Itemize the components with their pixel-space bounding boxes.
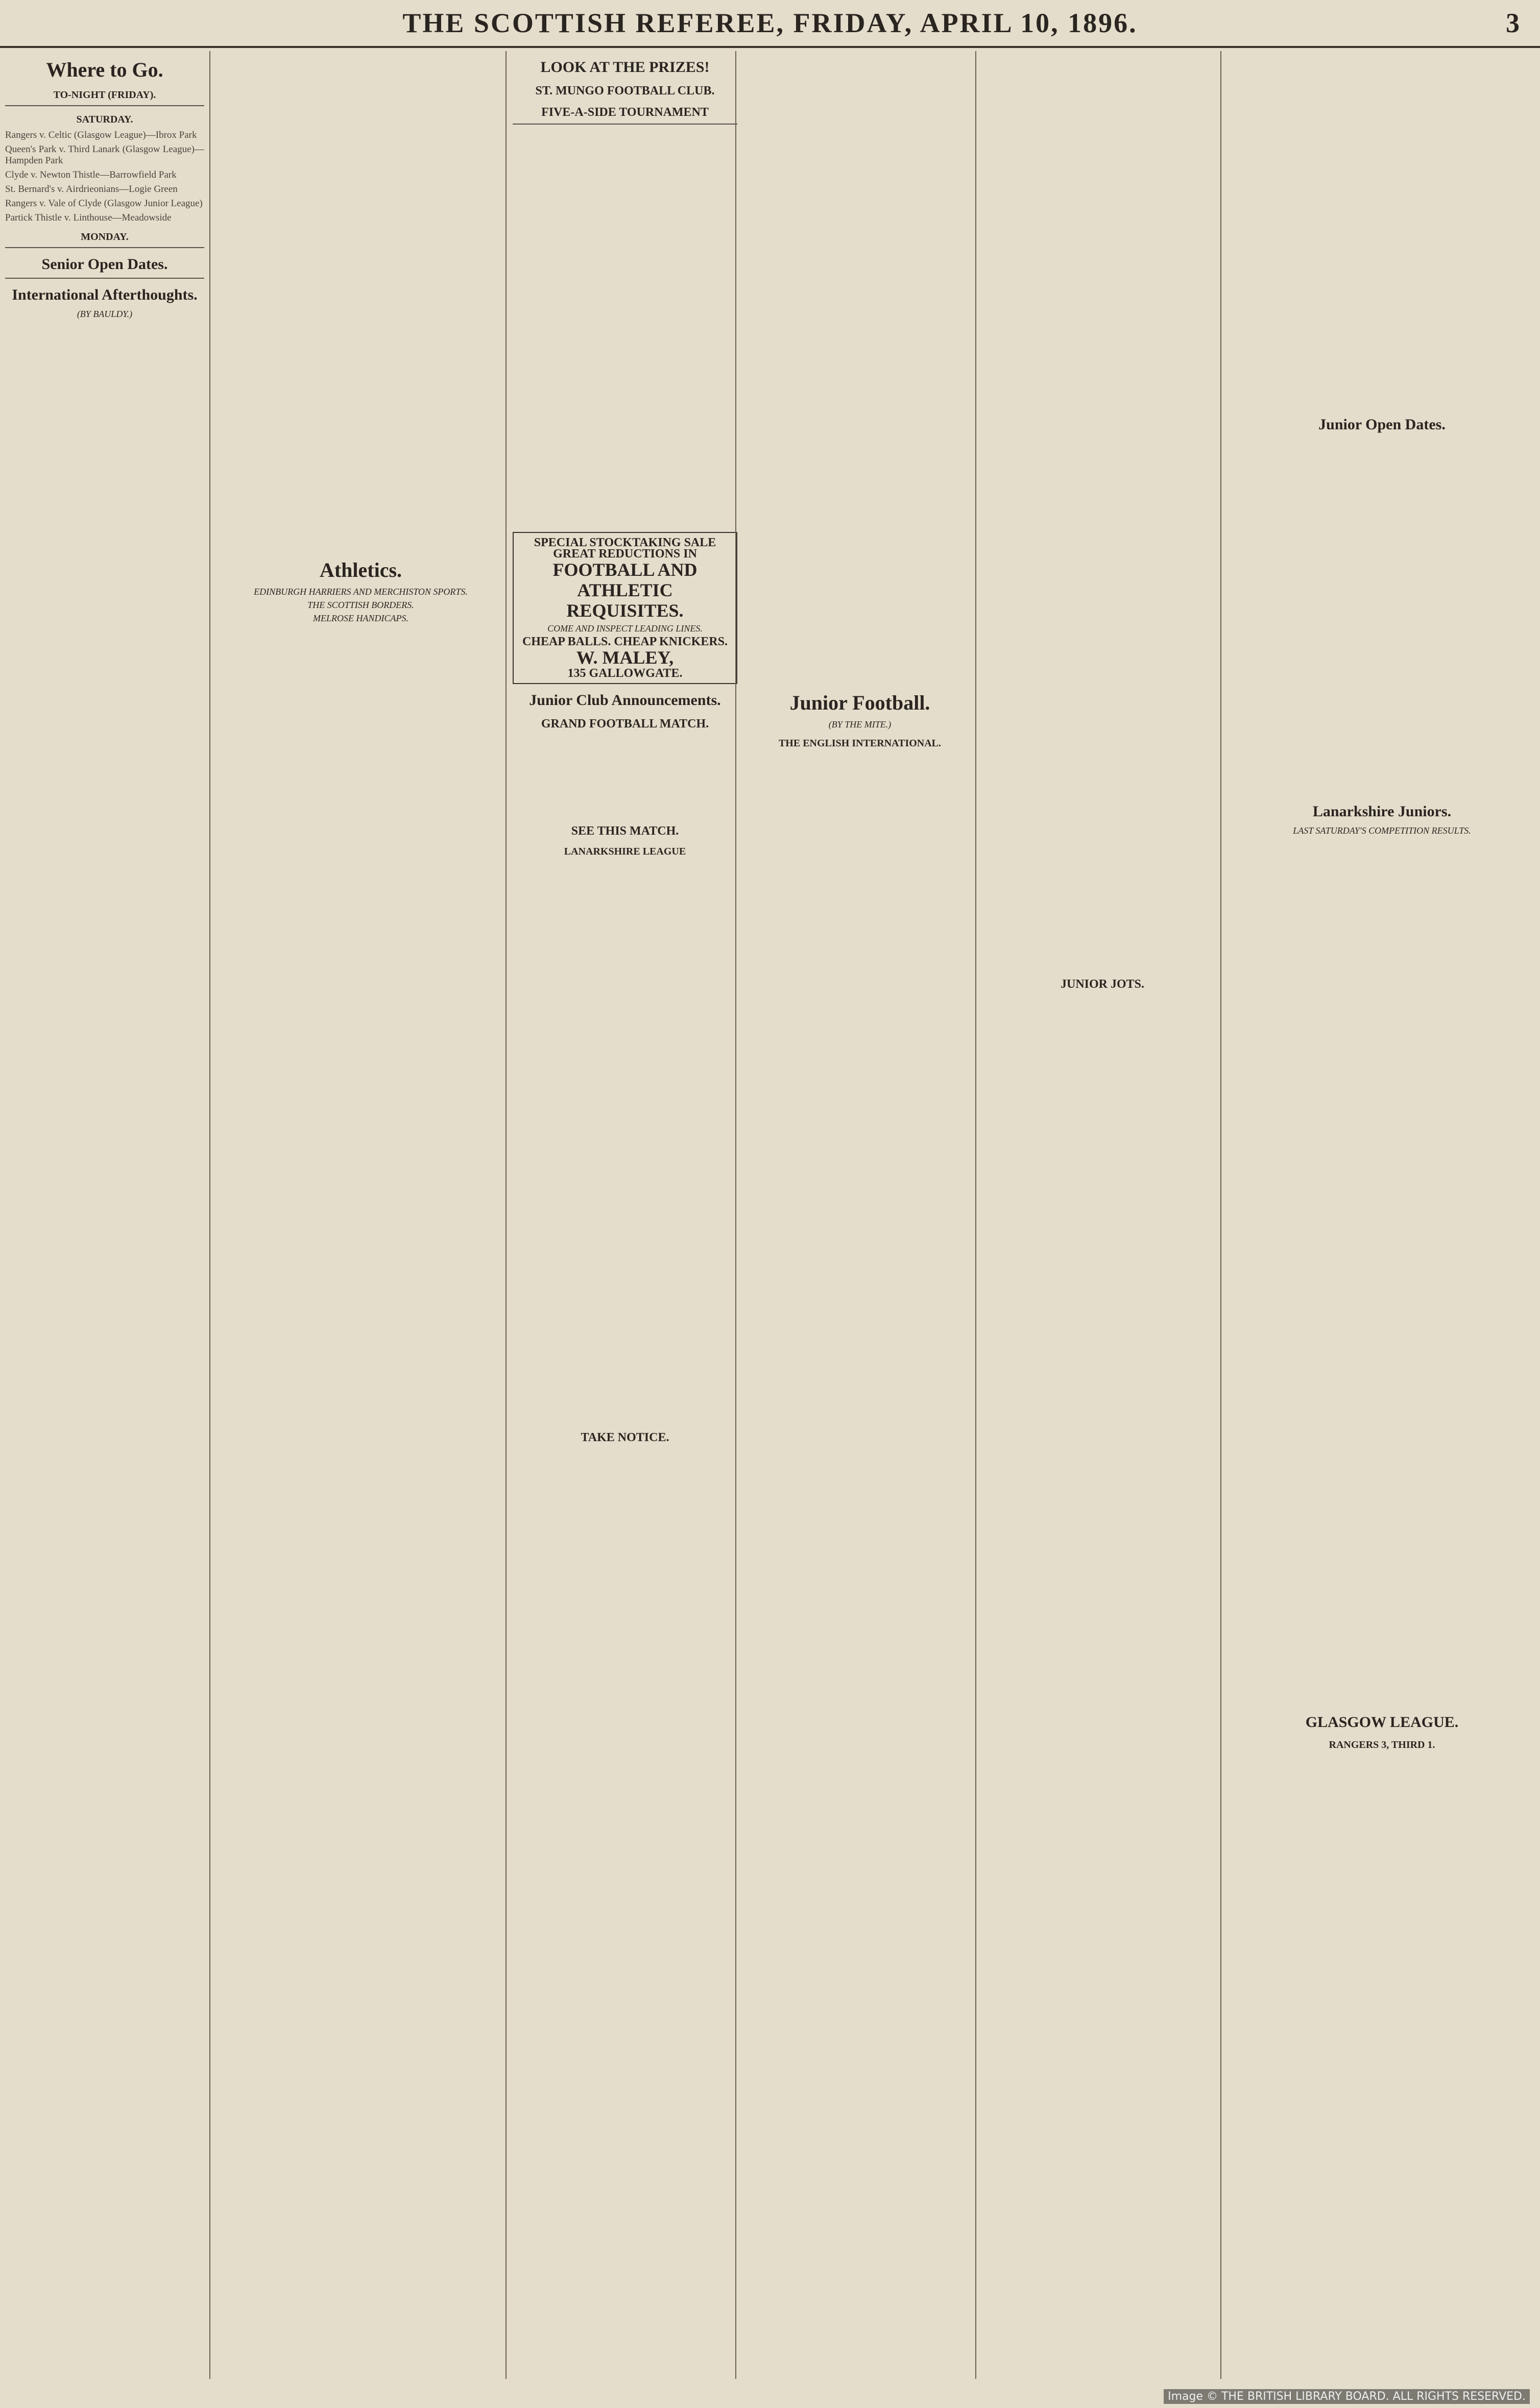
- grand-match-heading: GRAND FOOTBALL MATCH.: [541, 717, 709, 731]
- fixture-line: Rangers v. Celtic (Glasgow League)—Ibrox Park: [5, 130, 197, 140]
- column-6: [1220, 51, 1536, 2379]
- athletics-subheading: THE SCOTTISH BORDERS.: [307, 600, 414, 610]
- column-4: [735, 51, 977, 2379]
- monday-heading: MONDAY.: [81, 231, 129, 242]
- text-block: [1228, 838, 1536, 1706]
- divider: [5, 278, 204, 279]
- column-5: [975, 51, 1222, 2379]
- five-a-side-heading: FIVE-A-SIDE TOURNAMENT: [541, 106, 709, 119]
- text-block: [513, 735, 737, 817]
- athletics-subheading: EDINBURGH HARRIERS AND MERCHISTON SPORTS.: [254, 587, 468, 597]
- column-1: [5, 51, 204, 2379]
- fixture-line: Clyde v. Newton Thistle—Barrowfield Park: [5, 169, 177, 180]
- saturday-heading: SATURDAY.: [76, 114, 133, 125]
- inspect-line: COME AND INSPECT LEADING LINES.: [547, 623, 703, 634]
- masthead: [0, 0, 1540, 48]
- prizes-heading: LOOK AT THE PRIZES!: [540, 59, 710, 76]
- column-2: [209, 51, 505, 2379]
- athletics-heading: Athletics.: [319, 558, 402, 581]
- text-block: [982, 51, 1222, 970]
- columns: [0, 51, 1540, 2379]
- text-block: [1228, 438, 1536, 795]
- maley-address: 135 GALLOWGATE.: [567, 667, 683, 680]
- score-heading: RANGERS 3, THIRD 1.: [1329, 1739, 1435, 1750]
- junior-jots-heading: JUNIOR JOTS.: [1060, 978, 1145, 991]
- divider: [513, 124, 737, 125]
- column-3: [506, 51, 737, 2379]
- byline: (BY THE MITE.): [828, 719, 892, 729]
- tonight-heading: TO-NIGHT (FRIDAY).: [53, 89, 156, 101]
- fixture-line: Rangers v. Vale of Clyde (Glasgow Junior League): [5, 198, 203, 209]
- fixture-line: Partick Thistle v. Linthouse—Meadowside: [5, 212, 172, 223]
- fixture-line: Queen's Park v. Third Lanark (Glasgow League)—Hampden Park: [5, 144, 204, 166]
- glasgow-league-heading: GLASGOW LEAGUE.: [1305, 1714, 1459, 1731]
- take-notice-heading: TAKE NOTICE.: [581, 1431, 669, 1444]
- cheap-line: CHEAP BALLS. CHEAP KNICKERS.: [522, 635, 728, 648]
- athletics-subheading: MELROSE HANDICAPS.: [313, 613, 408, 623]
- divider: [5, 247, 204, 248]
- results-subheading: LAST SATURDAY'S COMPETITION RESULTS.: [1293, 825, 1471, 836]
- byline: (BY BAULDY.): [77, 309, 133, 319]
- see-match-heading: SEE THIS MATCH.: [571, 824, 679, 838]
- copyright-watermark: Image © THE BRITISH LIBRARY BOARD. ALL RIGHTS RESERVED.: [1164, 2389, 1530, 2404]
- maley-name: W. MALEY,: [576, 647, 674, 668]
- masthead-title: THE SCOTTISH REFEREE, FRIDAY, APRIL 10, 1896.: [402, 8, 1138, 38]
- maley-advertisement: [513, 532, 737, 684]
- international-heading: International Afterthoughts.: [12, 286, 198, 303]
- text-block: [742, 51, 977, 684]
- sale-heading: SPECIAL STOCKTAKING SALE: [534, 536, 716, 549]
- lanarkshire-juniors-heading: Lanarkshire Juniors.: [1312, 803, 1452, 820]
- text-block: [216, 51, 505, 551]
- reductions-heading: GREAT REDUCTIONS IN: [553, 547, 697, 561]
- junior-club-heading: Junior Club Announcements.: [529, 692, 721, 709]
- fixture-line: St. Bernard's v. Airdrieonians—Logie Green: [5, 184, 178, 194]
- st-mungo-heading: ST. MUNGO FOOTBALL CLUB.: [535, 84, 715, 98]
- ad-block: [513, 862, 737, 1423]
- english-international-heading: THE ENGLISH INTERNATIONAL.: [778, 738, 942, 749]
- ad-block: [513, 129, 737, 527]
- senior-open-dates-heading: Senior Open Dates.: [41, 256, 168, 273]
- junior-open-dates-heading: Junior Open Dates.: [1318, 416, 1446, 433]
- text-block: [1228, 51, 1536, 408]
- divider: [5, 105, 204, 106]
- where-to-go-heading: Where to Go.: [46, 58, 163, 81]
- requisites-heading: FOOTBALL AND ATHLETIC REQUISITES.: [552, 560, 697, 621]
- junior-football-heading: Junior Football.: [789, 691, 930, 714]
- lanarkshire-heading: LANARKSHIRE LEAGUE: [564, 846, 686, 857]
- page-number: 3: [1506, 8, 1520, 38]
